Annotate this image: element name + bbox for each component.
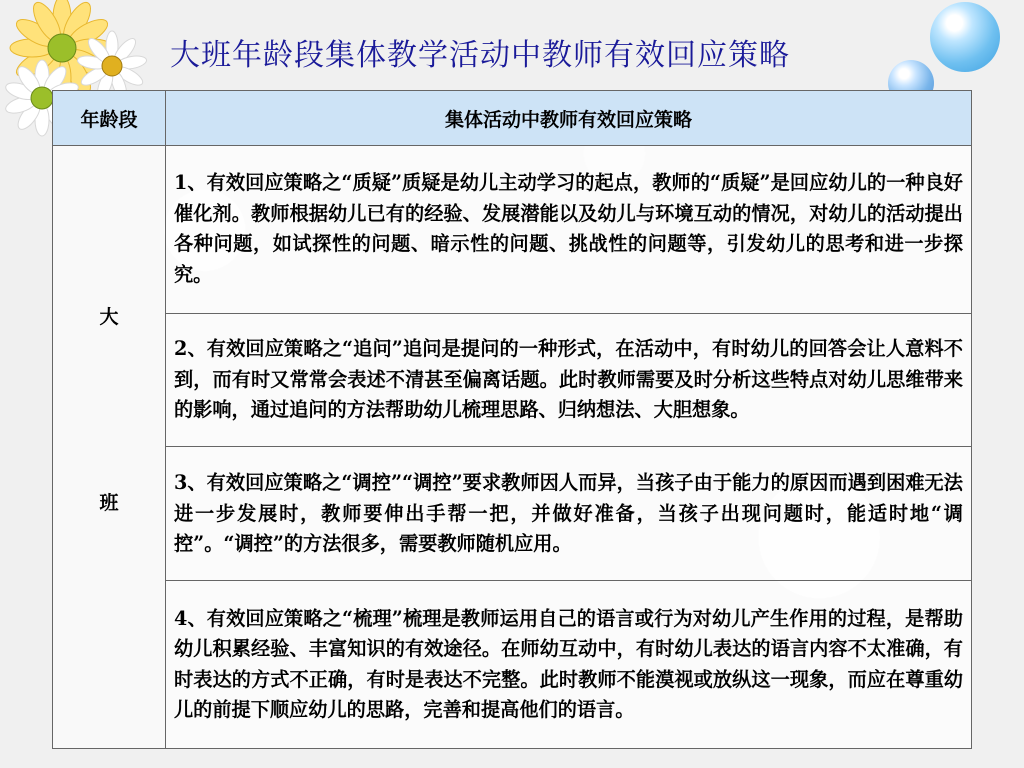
header-age-group: 年龄段	[53, 91, 166, 146]
age-group-char-1: 大	[99, 306, 119, 328]
blue-bubble-large	[930, 2, 1000, 72]
table-row	[53, 581, 972, 749]
table-header-row	[53, 91, 972, 146]
table-row	[53, 146, 972, 314]
strategy-regulation: 3、有效回应策略之“调控”“调控”要求教师因人而异，当孩子由于能力的原因而遇到困难无法进一步发展时，教师要伸出手帮一把，并做好准备，当孩子出现问题时，能适时地“调控”。“调控”的方法很多，需要教师随机应用。	[166, 447, 972, 581]
table-row	[53, 313, 972, 447]
age-group-cell	[53, 146, 166, 749]
strategy-questioning: 1、有效回应策略之“质疑”质疑是幼儿主动学习的起点，教师的“质疑”是回应幼儿的一种良好催化剂。教师根据幼儿已有的经验、发展潜能以及幼儿与环境互动的情况，对幼儿的活动提出各种问题，如试探性的问题、暗示性的问题、挑战性的问题等，引发幼儿的思考和进一步探究。	[166, 146, 972, 314]
page-title: 大班年龄段集体教学活动中教师有效回应策略	[170, 38, 790, 73]
header-strategy: 集体活动中教师有效回应策略	[166, 91, 972, 146]
table-row	[53, 447, 972, 581]
strategy-organizing: 4、有效回应策略之“梳理”梳理是教师运用自己的语言或行为对幼儿产生作用的过程，是帮助幼儿积累经验、丰富知识的有效途径。在师幼互动中，有时幼儿表达的语言内容不太准确，有时表达的方式不正确，有时是表达不完整。此时教师不能漠视或放纵这一现象，而应在尊重幼儿的前提下顺应幼儿的思路，完善和提高他们的语言。	[166, 581, 972, 749]
strategy-follow-up: 2、有效回应策略之“追问”追问是提问的一种形式，在活动中，有时幼儿的回答会让人意料不到，而有时又常常会表述不清甚至偏离话题。此时教师需要及时分析这些特点对幼儿思维带来的影响，通过追问的方法帮助幼儿梳理思路、归纳想法、大胆想象。	[166, 313, 972, 447]
age-group-char-2: 班	[99, 492, 119, 514]
strategy-table	[52, 90, 972, 749]
